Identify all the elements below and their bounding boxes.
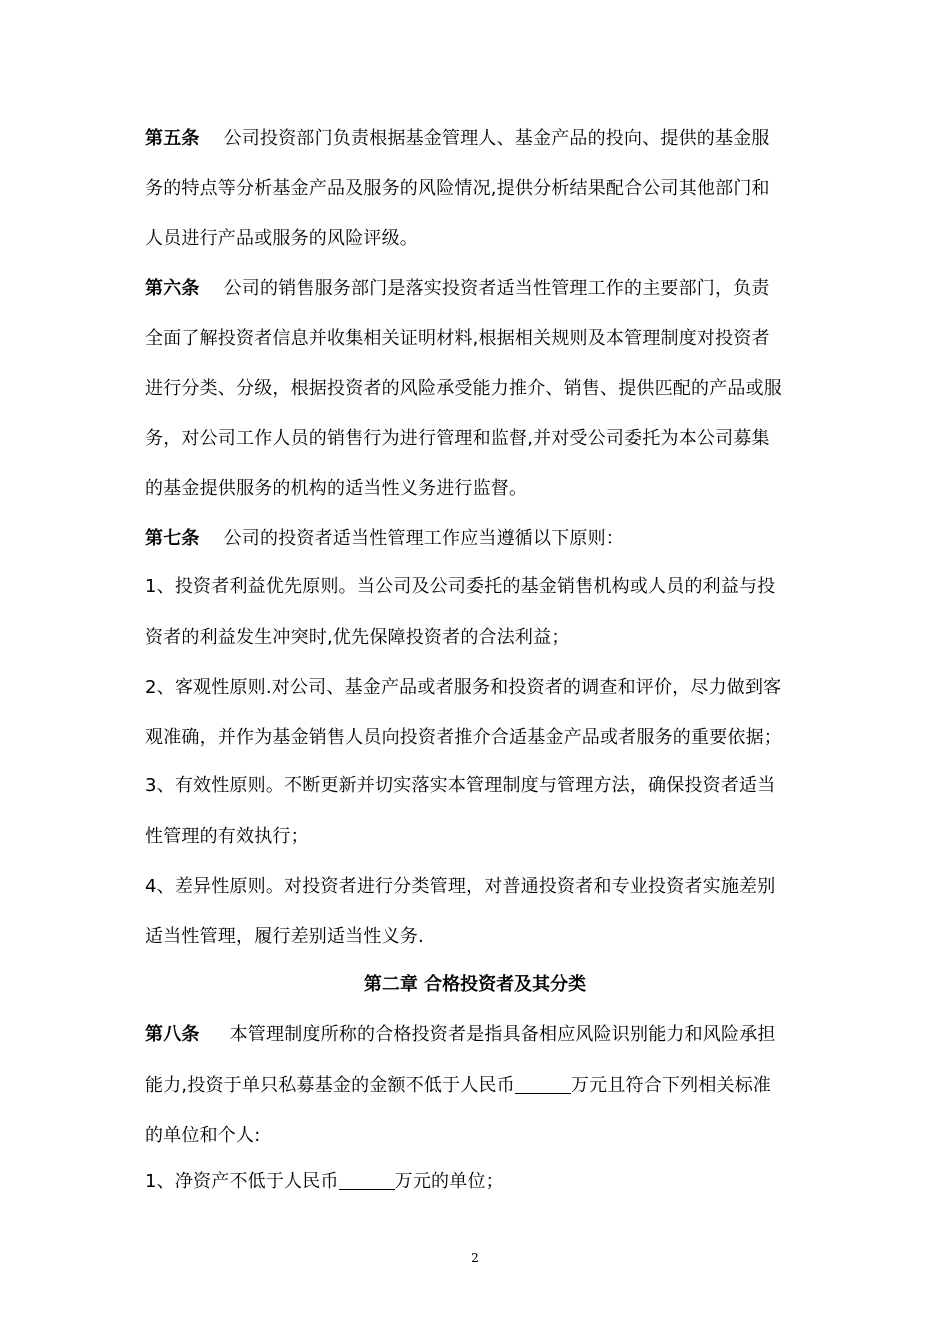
principle-1-line-2: 资者的利益发生冲突时,优先保障投资者的合法利益； [145,627,570,648]
article-8-line-2-end: 万元且符合下列相关标准 [570,1075,772,1096]
article-6-line-1 [145,277,770,301]
article-6-line-4: 务，对公司工作人员的销售行为进行管理和监督,并对受公司委托为本公司募集 [145,428,770,449]
criterion-1-end: 万元的单位； [394,1171,504,1192]
criterion-1-line [145,1170,504,1194]
article-6-line-2: 全面了解投资者信息并收集相关证明材料,根据相关规则及本管理制度对投资者 [145,328,770,349]
criterion-1-start: 1、净资产不低于人民币 [145,1171,339,1192]
article-8-line-1 [145,1023,776,1047]
principle-3-line-2: 性管理的有效执行； [145,826,309,847]
article-6-line-5: 的基金提供服务的机构的适当性义务进行监督。 [145,478,528,499]
principle-3-line-1: 3、有效性原则。不断更新并切实落实本管理制度与管理方法，确保投资者适当 [145,775,776,796]
article-5-text: 公司投资部门负责根据基金管理人、基金产品的投向、提供的基金服 [223,128,770,149]
article-8-line-2-start: 能力,投资于单只私募基金的金额不低于人民币 [145,1075,515,1096]
principle-4-line-1: 4、差异性原则。对投资者进行分类管理，对普通投资者和专业投资者实施差别 [145,876,776,897]
principle-2-line-1: 2、客观性原则.对公司、基金产品或者服务和投资者的调查和评价，尽力做到客 [145,677,782,698]
article-7-label: 第七条 [145,528,200,549]
amount-blank [515,1075,571,1094]
principle-1-line-1: 1、投资者利益优先原则。当公司及公司委托的基金销售机构或人员的利益与投 [145,576,776,597]
article-6-text: 公司的销售服务部门是落实投资者适当性管理工作的主要部门，负责 [223,278,770,299]
principle-4-line-2: 适当性管理，履行差别适当性义务. [145,926,424,947]
principle-2-line-2: 观准确，并作为基金销售人员向投资者推介合适基金产品或者服务的重要依据； [145,727,782,748]
article-6-line-3: 进行分类、分级，根据投资者的风险承受能力推介、销售、提供匹配的产品或服 [145,378,782,399]
page-number: 2 [471,1251,479,1265]
net-assets-blank [339,1171,395,1190]
article-6-label: 第六条 [145,278,200,299]
article-8-line-3: 的单位和个人: [145,1125,261,1146]
article-7-text: 公司的投资者适当性管理工作应当遵循以下原则： [223,528,625,549]
article-5-line-3: 人员进行产品或服务的风险评级。 [145,228,418,249]
article-5-label: 第五条 [145,128,200,149]
article-8-line-2 [145,1074,771,1098]
article-5-line-1 [145,127,770,151]
article-8-label: 第八条 [145,1024,200,1045]
article-8-text: 本管理制度所称的合格投资者是指具备相应风险识别能力和风险承担 [229,1024,776,1045]
article-5-line-2: 务的特点等分析基金产品及服务的风险情况,提供分析结果配合公司其他部门和 [145,178,770,199]
article-7-line-1 [145,527,624,551]
chapter-2-heading: 第二章 合格投资者及其分类 [363,974,587,995]
